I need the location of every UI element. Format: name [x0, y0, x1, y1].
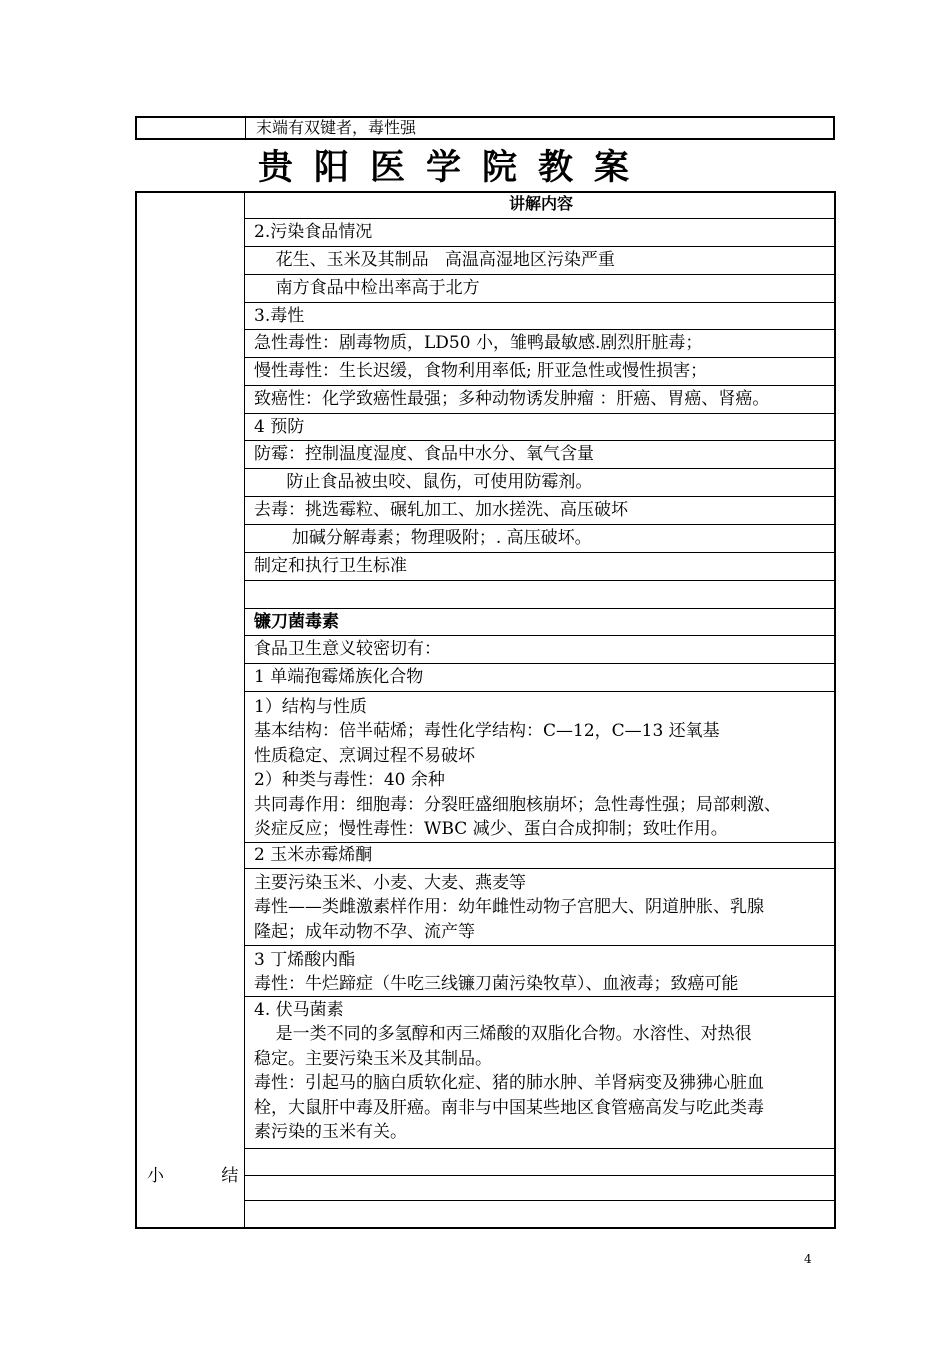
block-line: 是一类不同的多氢醇和丙三烯酸的双脂化合物。水溶性、对热很	[254, 1024, 752, 1045]
content-row: 3.毒性	[245, 303, 834, 330]
block-line: 稳定。主要污染玉米及其制品。	[254, 1048, 492, 1069]
content-row: 防止食品被虫咬、鼠伤，可使用防霉剂。	[245, 469, 834, 497]
block-line: 4. 伏马菌素	[254, 1000, 344, 1020]
content-block	[245, 997, 834, 1149]
block-line: 炎症反应；慢性毒性：WBC 减少、蛋白合成抑制；致吐作用。	[254, 819, 728, 840]
block-line: 1）结构与性质	[254, 697, 367, 717]
block-line: 毒性：牛烂蹄症（牛吃三线镰刀菌污染牧草）、血液毒；致癌可能	[254, 974, 739, 995]
lesson-table	[135, 191, 836, 1229]
block-line: 素污染的玉米有关。	[254, 1122, 407, 1143]
content-row: 南方食品中检出率高于北方	[245, 275, 834, 303]
block-line: 共同毒作用：细胞毒：分裂旺盛细胞核崩坏；急性毒性强；局部刺激、	[254, 794, 781, 815]
content-block	[245, 692, 834, 843]
content-row: 急性毒性：剧毒物质，LD50 小，雏鸭最敏感.剧烈肝脏毒；	[245, 330, 834, 358]
content-row: 花生、玉米及其制品 高温高湿地区污染严重	[245, 247, 834, 275]
content-row: 加碱分解毒素；物理吸附；. 高压破坏。	[245, 525, 834, 553]
content-row: 食品卫生意义较密切有：	[245, 636, 834, 664]
page-number: 4	[804, 1252, 812, 1266]
content-row: 4 预防	[245, 414, 834, 441]
empty-row	[245, 581, 834, 609]
content-row: 2.污染食品情况	[245, 219, 834, 247]
summary-row	[245, 1201, 834, 1227]
content-row: 致癌性：化学致癌性最强；多种动物诱发肿瘤 ：肝癌、胃癌、肾癌。	[245, 386, 834, 414]
block-line: 主要污染玉米、小麦、大麦、燕麦等	[254, 873, 526, 893]
content-row: 2 玉米赤霉烯酮	[245, 843, 834, 869]
page-title: 贵阳医学院教案	[258, 147, 651, 188]
block-line: 2）种类与毒性：40 余种	[254, 770, 445, 791]
block-line: 栓，大鼠肝中毒及肝癌。南非与中国某些地区食管癌高发与吃此类毒	[254, 1097, 764, 1118]
summary-row	[245, 1149, 834, 1176]
block-line: 基本结构：倍半萜烯；毒性化学结构：C—12，C—13 还氧基	[254, 721, 720, 742]
section-heading: 镰刀菌毒素	[245, 609, 834, 636]
content-header: 讲解内容	[245, 193, 834, 219]
summary-label: 小 结	[147, 1166, 265, 1186]
content-row: 1 单端孢霉烯族化合物	[245, 664, 834, 692]
block-line: 性质稳定、烹调过程不易破坏	[254, 745, 475, 766]
content-row: 防霉：控制温度湿度、食品中水分、氧气含量	[245, 441, 834, 469]
summary-row	[245, 1176, 834, 1201]
left-column	[137, 193, 265, 1227]
content-row: 慢性毒性：生长迟缓，食物利用率低; 肝亚急性或慢性损害；	[245, 358, 834, 386]
content-block	[245, 869, 834, 946]
top-table-row	[135, 116, 835, 140]
content-row: 制定和执行卫生标准	[245, 553, 834, 581]
content-column	[245, 193, 834, 1227]
content-block	[245, 946, 834, 997]
block-line: 毒性——类雌激素样作用：幼年雌性动物子宫肥大、阴道肿胀、乳腺	[254, 897, 764, 918]
top-right-cell: 末端有双键者，毒性强	[256, 118, 417, 137]
block-line: 3 丁烯酸内酯	[254, 950, 356, 970]
block-line: 毒性：引起马的脑白质软化症、猪的肺水肿、羊肾病变及狒狒心脏血	[254, 1073, 764, 1094]
block-line: 隆起；成年动物不孕、流产等	[254, 921, 475, 942]
content-row: 去毒：挑选霉粒、碾轧加工、加水搓洗、高压破坏	[245, 497, 834, 525]
top-left-cell	[137, 118, 246, 138]
